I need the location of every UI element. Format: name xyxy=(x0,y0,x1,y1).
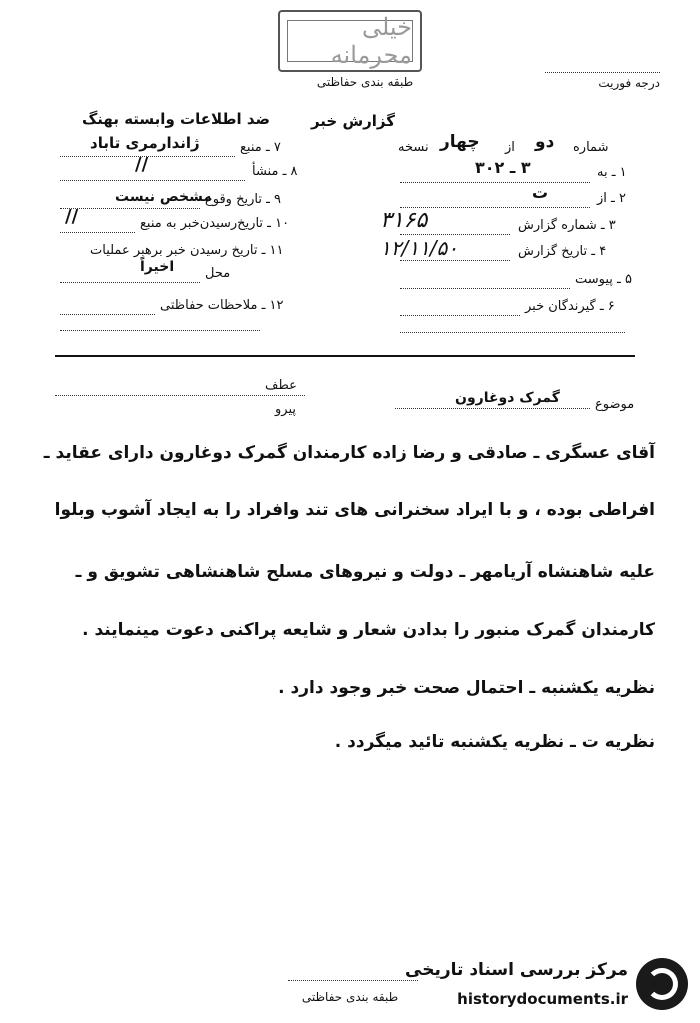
org-handwritten: ضد اطلاعات وابسته بهنگ xyxy=(81,110,270,128)
field-1-label: ۱ ـ به xyxy=(597,165,627,180)
field-12-line xyxy=(60,314,155,315)
field-4-value: ۱۲/۱۱/۵۰ xyxy=(380,236,458,260)
footer-classification-label: طبقه بندی حفاظتی xyxy=(301,990,399,1004)
field-6-line-2 xyxy=(400,332,625,333)
field-8-line xyxy=(60,180,245,181)
place-value: اخیراً xyxy=(140,259,175,275)
field-7-label: ۷ ـ منبع xyxy=(240,140,281,155)
field-5-line xyxy=(400,288,570,289)
copy-of: از xyxy=(505,140,515,155)
peyro-label: پیرو xyxy=(275,402,296,417)
footer-line xyxy=(288,980,418,981)
copy-total: چهار xyxy=(440,132,480,152)
priority-dotted-line xyxy=(545,72,660,73)
field-2-value: ت xyxy=(532,183,549,202)
priority-label: درجه فوریت xyxy=(598,76,660,90)
field-2-line xyxy=(400,207,590,208)
field-11-label: ۱۱ ـ تاریخ رسیدن خبر برهبر عملیات xyxy=(90,243,284,258)
field-3-line xyxy=(400,234,510,235)
body-line-2: افراطی بوده ، و با ایراد سخنرانی های تند وافراد را به ایجاد آشوب وبلوا xyxy=(54,500,655,520)
field-10-label: ۱۰ ـ تاریخ‌رسیدن‌خبر به منبع xyxy=(140,216,290,231)
subject-value: گمرک دوغارون xyxy=(455,390,560,406)
field-12-label: ۱۲ ـ ملاحظات حفاظتی xyxy=(160,298,284,313)
field-9-line xyxy=(60,208,200,209)
logo-emblem-icon xyxy=(636,958,688,1010)
place-line xyxy=(60,282,200,283)
subject-label: موضوع xyxy=(595,397,635,412)
place-label: محل xyxy=(205,266,231,281)
field-5-label: ۵ ـ پیوست xyxy=(575,272,632,287)
classification-stamp xyxy=(278,10,422,72)
body-line-1: آقای عسگری ـ صادقی و رضا زاده کارمندان گمرک دوغارون دارای عقاید ـ xyxy=(43,443,655,463)
copy-number: دو xyxy=(535,132,555,152)
field-4-label: ۴ ـ تاریخ گزارش xyxy=(518,244,607,259)
body-line-6: نظریه ت ـ نظریه یکشنبه تائید میگردد . xyxy=(334,732,655,752)
logo-url: historydocuments.ir xyxy=(457,990,628,1008)
field-10-line xyxy=(60,232,135,233)
divider-line xyxy=(55,355,635,357)
atf-line xyxy=(55,395,305,396)
subject-line xyxy=(395,408,590,409)
field-10-value: // xyxy=(65,206,79,227)
field-12-line-2 xyxy=(60,330,260,331)
field-4-line xyxy=(400,260,510,261)
field-6-label: ۶ ـ گیرندگان خبر xyxy=(525,299,615,314)
field-1-line xyxy=(400,182,590,183)
field-6-line xyxy=(400,315,520,316)
field-7-value: ژاندارمری تاباد xyxy=(90,134,200,152)
report-title: گزارش خبر xyxy=(310,112,395,130)
field-3-label: ۳ ـ شماره گزارش xyxy=(518,218,616,233)
copy-suffix: نسخه xyxy=(398,140,429,155)
field-8-label: ۸ ـ منشأ xyxy=(252,164,298,179)
field-2-label: ۲ ـ از xyxy=(597,191,626,206)
logo-title: مرکز بررسی اسناد تاریخی xyxy=(405,960,628,980)
field-3-value: ۳۱۶۵ xyxy=(380,208,428,233)
field-9-label: ۹ ـ تاریخ وقوع xyxy=(205,192,282,207)
field-8-value: // xyxy=(135,154,149,175)
header-classification-label: طبقه بندی حفاظتی xyxy=(316,75,414,89)
body-line-5: نظریه یکشنبه ـ احتمال صحت خبر وجود دارد . xyxy=(278,678,655,698)
field-9-value: مشخص نیست xyxy=(115,189,213,205)
stamp-text: خیلی محرمانه xyxy=(287,20,413,62)
copy-prefix: شماره xyxy=(573,140,609,155)
atf-label: عطف xyxy=(265,378,297,393)
field-1-value: ۳ ـ ۳۰۲ xyxy=(475,158,531,177)
body-line-4: کارمندان گمرک منبور را بدادن شعار و شایعه پراکنی دعوت مینمایند . xyxy=(82,620,655,640)
body-line-3: علیه شاهنشاه آریامهر ـ دولت و نیروهای مسلح شاهنشاهی تشویق و ـ xyxy=(75,562,655,582)
history-documents-logo xyxy=(405,952,690,1018)
